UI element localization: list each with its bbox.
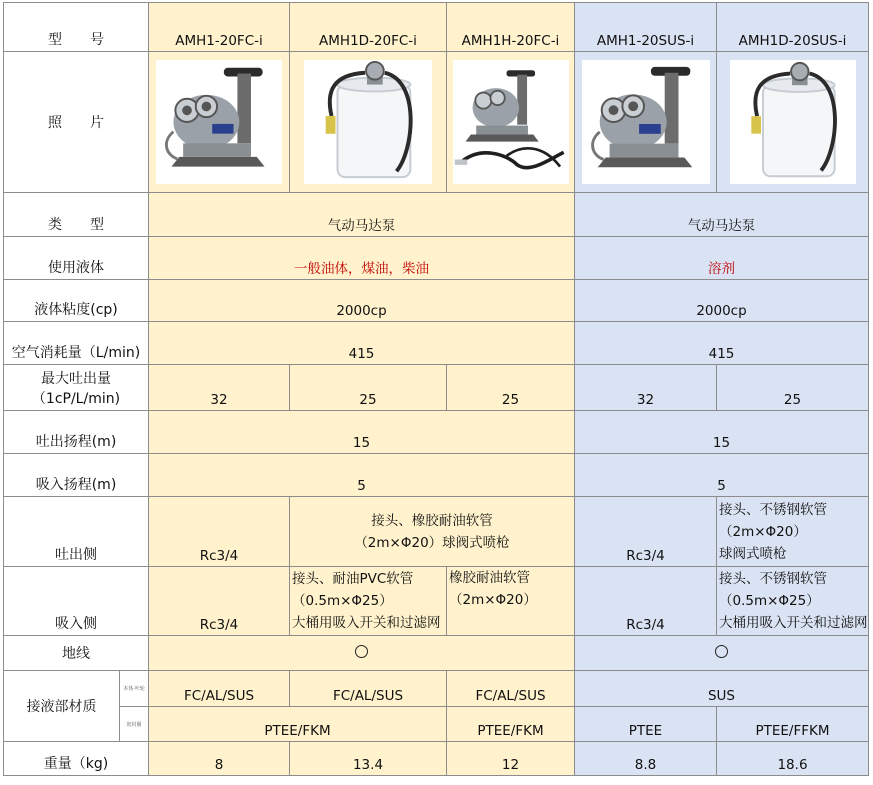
sus-discharge-m5 — [717, 497, 869, 567]
label-suction-head: 吸入扬程(m) — [4, 454, 149, 497]
label-material: 接液部材质 — [4, 671, 120, 742]
fc-ground — [149, 636, 575, 671]
sus-discharge-m4: Rc3/4 — [575, 497, 717, 567]
fc-suction-m1: Rc3/4 — [149, 567, 290, 636]
fc-suction-m2 — [290, 567, 447, 636]
row-discharge-head — [4, 411, 869, 454]
label-viscosity: 液体粘度(cp) — [4, 280, 149, 322]
row-ground — [4, 636, 869, 671]
sus-ground — [575, 636, 869, 671]
model-name: AMH1H-20FC-i — [447, 3, 575, 52]
fc-suction-line: （2m×Φ20） — [449, 592, 537, 608]
row-model — [4, 3, 869, 52]
fc-suction-line: 接头、耐油PVC软管 — [292, 571, 414, 587]
label-material-sub: 密封圈 — [120, 707, 149, 742]
label-ground: 地线 — [4, 636, 149, 671]
sus-suction-m5 — [717, 567, 869, 636]
label-model: 型 号 — [4, 3, 149, 52]
sus-discharge-head: 15 — [575, 411, 869, 454]
sus-suction-line: 大桶用吸入开关和过滤网 — [719, 615, 868, 631]
sus-discharge-line: 球阀式喷枪 — [719, 545, 787, 562]
label-discharge-head: 吐出扬程(m) — [4, 411, 149, 454]
row-discharge-side — [4, 497, 869, 567]
fc-flow: 25 — [290, 365, 447, 411]
sus-flow: 25 — [717, 365, 869, 411]
fc-type: 气动马达泵 — [149, 193, 575, 237]
circle-mark-icon — [355, 645, 368, 658]
fc-discharge-line: 接头、橡胶耐油软管 — [371, 512, 493, 529]
product-photo — [717, 52, 869, 193]
fc-air: 415 — [149, 322, 575, 365]
row-type — [4, 193, 869, 237]
product-photo — [149, 52, 290, 193]
label-discharge-side: 吐出侧 — [4, 497, 149, 567]
label-weight: 重量（kg) — [4, 742, 149, 776]
fc-liquid: 一般油体，煤油，柴油 — [149, 237, 575, 280]
sus-suction-head: 5 — [575, 454, 869, 497]
fc-discharge-m1: Rc3/4 — [149, 497, 290, 567]
fc-material-seal: PTEE/FKM — [447, 707, 575, 742]
fc-suction-head: 5 — [149, 454, 575, 497]
model-name: AMH1D-20FC-i — [290, 3, 447, 52]
fc-material-seal: PTEE/FKM — [149, 707, 447, 742]
sus-suction-m4: Rc3/4 — [575, 567, 717, 636]
sus-material-body: SUS — [575, 671, 869, 707]
sus-viscosity: 2000cp — [575, 280, 869, 322]
fc-suction-line: （0.5m×Φ25） — [292, 593, 393, 609]
drum-pump-with-hose-icon — [304, 60, 432, 184]
label-max-flow-line2: （1cP/L/min) — [31, 391, 121, 407]
row-liquid — [4, 237, 869, 280]
fc-flow: 32 — [149, 365, 290, 411]
model-name: AMH1-20SUS-i — [575, 3, 717, 52]
drum-pump-with-hose-icon — [730, 60, 856, 184]
sus-weight: 18.6 — [717, 742, 869, 776]
air-motor-pump-icon — [156, 60, 282, 184]
label-max-flow — [4, 365, 149, 411]
circle-mark-icon — [715, 645, 728, 658]
fc-viscosity: 2000cp — [149, 280, 575, 322]
fc-discharge-head: 15 — [149, 411, 575, 454]
sus-type: 气动马达泵 — [575, 193, 869, 237]
fc-weight: 12 — [447, 742, 575, 776]
row-suction-head — [4, 454, 869, 497]
sus-material-seal: PTEE — [575, 707, 717, 742]
label-liquid: 使用液体 — [4, 237, 149, 280]
sus-discharge-line: 接头、不锈钢软管 — [719, 501, 827, 518]
model-name: AMH1-20FC-i — [149, 3, 290, 52]
row-max-flow — [4, 365, 869, 411]
sus-flow: 32 — [575, 365, 717, 411]
label-suction-side: 吸入侧 — [4, 567, 149, 636]
fc-discharge-line: （2m×Φ20）球阀式喷枪 — [354, 534, 510, 551]
fc-suction-line: 大桶用吸入开关和过滤网 — [292, 615, 441, 631]
row-suction-side — [4, 567, 869, 636]
fc-weight: 8 — [149, 742, 290, 776]
fc-material-body: FC/AL/SUS — [149, 671, 290, 707]
fc-suction-line: 橡胶耐油软管 — [449, 570, 530, 586]
row-air — [4, 322, 869, 365]
label-photo: 照 片 — [4, 52, 149, 193]
product-photo — [447, 52, 575, 193]
sus-suction-line: 接头、不锈钢软管 — [719, 571, 827, 587]
sus-weight: 8.8 — [575, 742, 717, 776]
fc-flow: 25 — [447, 365, 575, 411]
model-name: AMH1D-20SUS-i — [717, 3, 869, 52]
row-viscosity — [4, 280, 869, 322]
fc-material-body: FC/AL/SUS — [290, 671, 447, 707]
row-weight — [4, 742, 869, 776]
sus-liquid: 溶剂 — [575, 237, 869, 280]
label-max-flow-line1: 最大吐出量 — [41, 371, 111, 387]
product-photo — [290, 52, 447, 193]
sus-air: 415 — [575, 322, 869, 365]
row-photo — [4, 52, 869, 193]
air-motor-pump-icon — [582, 60, 710, 184]
label-type: 类 型 — [4, 193, 149, 237]
fc-suction-m3 — [447, 567, 575, 636]
spec-table — [3, 2, 869, 776]
pump-with-hose-nozzle-icon — [453, 60, 569, 184]
label-material-sub: 本体·叶轮 — [120, 671, 149, 707]
row-material-body — [4, 671, 869, 707]
fc-weight: 13.4 — [290, 742, 447, 776]
fc-discharge-m23 — [290, 497, 575, 567]
row-material-seal — [4, 707, 869, 742]
fc-material-body: FC/AL/SUS — [447, 671, 575, 707]
sus-discharge-line: （2m×Φ20） — [719, 523, 807, 540]
sus-material-seal: PTEE/FFKM — [717, 707, 869, 742]
product-photo — [575, 52, 717, 193]
sus-suction-line: （0.5m×Φ25） — [719, 593, 820, 609]
label-air: 空气消耗量（L/min) — [4, 322, 149, 365]
